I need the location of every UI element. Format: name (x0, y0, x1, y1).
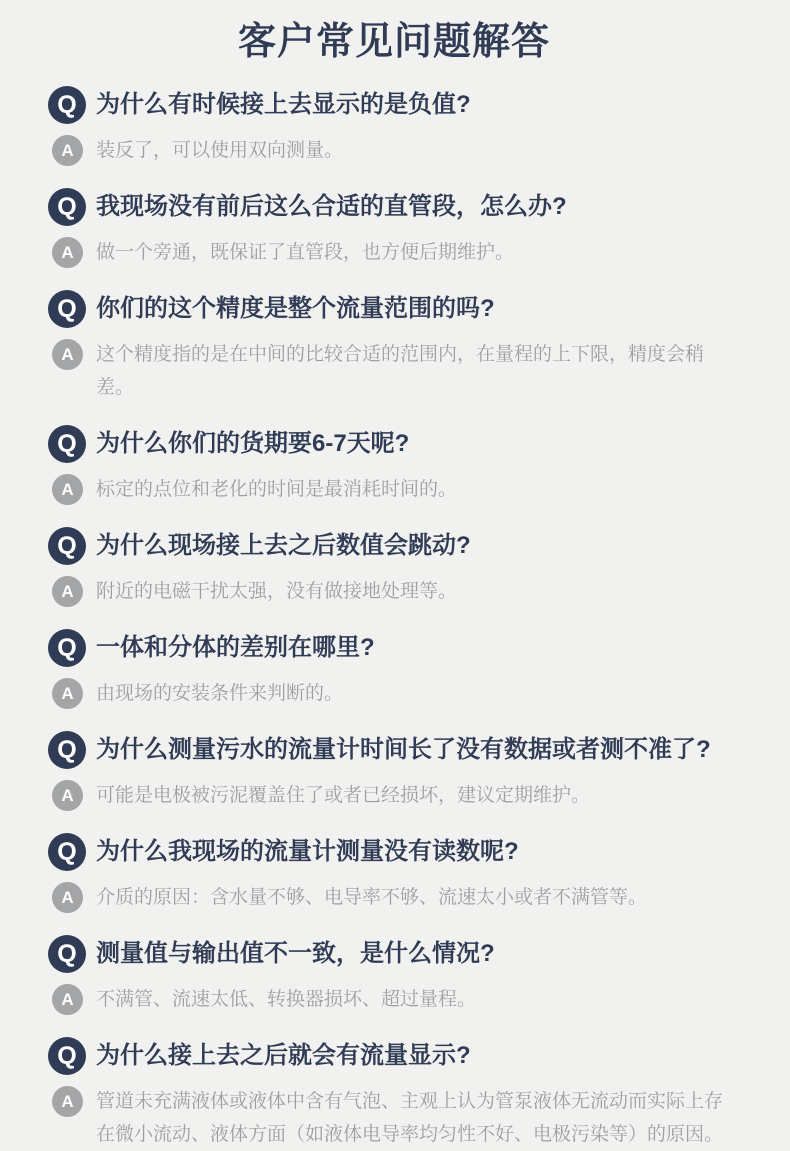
answer-text: 不满管、流速太低、转换器损坏、超过量程。 (96, 989, 477, 1010)
a-badge-icon: A (52, 339, 83, 370)
faq-item (48, 188, 740, 269)
faq-item (48, 935, 740, 1016)
answer-text: 附近的电磁干扰太强，没有做接地处理等。 (96, 581, 458, 602)
faq-item (48, 86, 740, 167)
question-row (48, 290, 740, 328)
faq-item (48, 527, 740, 608)
question-text: 你们的这个精度是整个流量范围的吗? (96, 295, 495, 322)
q-badge-icon: Q (48, 833, 86, 871)
question-text: 我现场没有前后这么合适的直管段，怎么办? (96, 193, 567, 220)
answer-text: 由现场的安装条件来判断的。 (96, 683, 344, 704)
q-badge-icon: Q (48, 188, 86, 226)
q-badge-icon: Q (48, 1037, 86, 1075)
answer-row (48, 677, 740, 710)
answer-text: 管道未充满液体或液体中含有气泡、主观上认为管泵液体无流动而实际上存在微小流动、液体方面（如液体电导率均匀性不好、电极污染等）的原因。 (96, 1091, 724, 1145)
a-badge-icon: A (52, 678, 83, 709)
question-text: 为什么接上去之后就会有流量显示? (96, 1042, 471, 1069)
q-badge-icon: Q (48, 425, 86, 463)
question-text: 为什么有时候接上去显示的是负值? (96, 91, 471, 118)
question-row (48, 425, 740, 463)
question-text: 测量值与输出值不一致，是什么情况? (96, 940, 495, 967)
faq-item (48, 629, 740, 710)
page-title: 客户常见问题解答 (237, 21, 550, 63)
question-row (48, 629, 740, 667)
a-badge-icon: A (52, 1086, 83, 1117)
question-row (48, 527, 740, 565)
faq-item (48, 833, 740, 914)
q-badge-icon: Q (48, 527, 86, 565)
q-badge-icon: Q (48, 290, 86, 328)
answer-row (48, 575, 740, 608)
q-badge-icon: Q (48, 86, 86, 124)
faq-item (48, 731, 740, 812)
answer-row (48, 983, 740, 1016)
answer-row (48, 881, 740, 914)
answer-row (48, 236, 740, 269)
faq-item (48, 1037, 740, 1151)
a-badge-icon: A (52, 135, 83, 166)
answer-row (48, 779, 740, 812)
a-badge-icon: A (52, 882, 83, 913)
a-badge-icon: A (52, 984, 83, 1015)
a-badge-icon: A (52, 576, 83, 607)
question-row (48, 188, 740, 226)
q-badge-icon: Q (48, 629, 86, 667)
answer-text: 标定的点位和老化的时间是最消耗时间的。 (96, 479, 458, 500)
answer-text: 装反了，可以使用双向测量。 (96, 140, 344, 161)
a-badge-icon: A (52, 780, 83, 811)
q-badge-icon: Q (48, 935, 86, 973)
answer-row (48, 473, 740, 506)
question-text: 为什么现场接上去之后数值会跳动? (96, 532, 471, 559)
q-badge-icon: Q (48, 731, 86, 769)
answer-text: 介质的原因：含水量不够、电导率不够、流速太小或者不满管等。 (96, 887, 648, 908)
question-row (48, 731, 740, 769)
question-text: 一体和分体的差别在哪里? (96, 634, 375, 661)
a-badge-icon: A (52, 237, 83, 268)
a-badge-icon: A (52, 474, 83, 505)
question-text: 为什么你们的货期要6-7天呢? (96, 430, 410, 457)
question-row (48, 935, 740, 973)
answer-text: 这个精度指的是在中间的比较合适的范围内，在量程的上下限，精度会稍差。 (96, 344, 705, 398)
faq-item (48, 425, 740, 506)
faq-list (48, 86, 740, 1151)
faq-item (48, 290, 740, 404)
answer-row (48, 1085, 740, 1151)
answer-text: 做一个旁通，既保证了直管段，也方便后期维护。 (96, 242, 515, 263)
question-row (48, 86, 740, 124)
question-text: 为什么我现场的流量计测量没有读数呢? (96, 838, 519, 865)
question-text: 为什么测量污水的流量计时间长了没有数据或者测不准了? (96, 736, 711, 763)
question-row (48, 1037, 740, 1075)
answer-row (48, 134, 740, 167)
question-row (48, 833, 740, 871)
answer-row (48, 338, 740, 404)
answer-text: 可能是电极被污泥覆盖住了或者已经损坏，建议定期维护。 (96, 785, 591, 806)
